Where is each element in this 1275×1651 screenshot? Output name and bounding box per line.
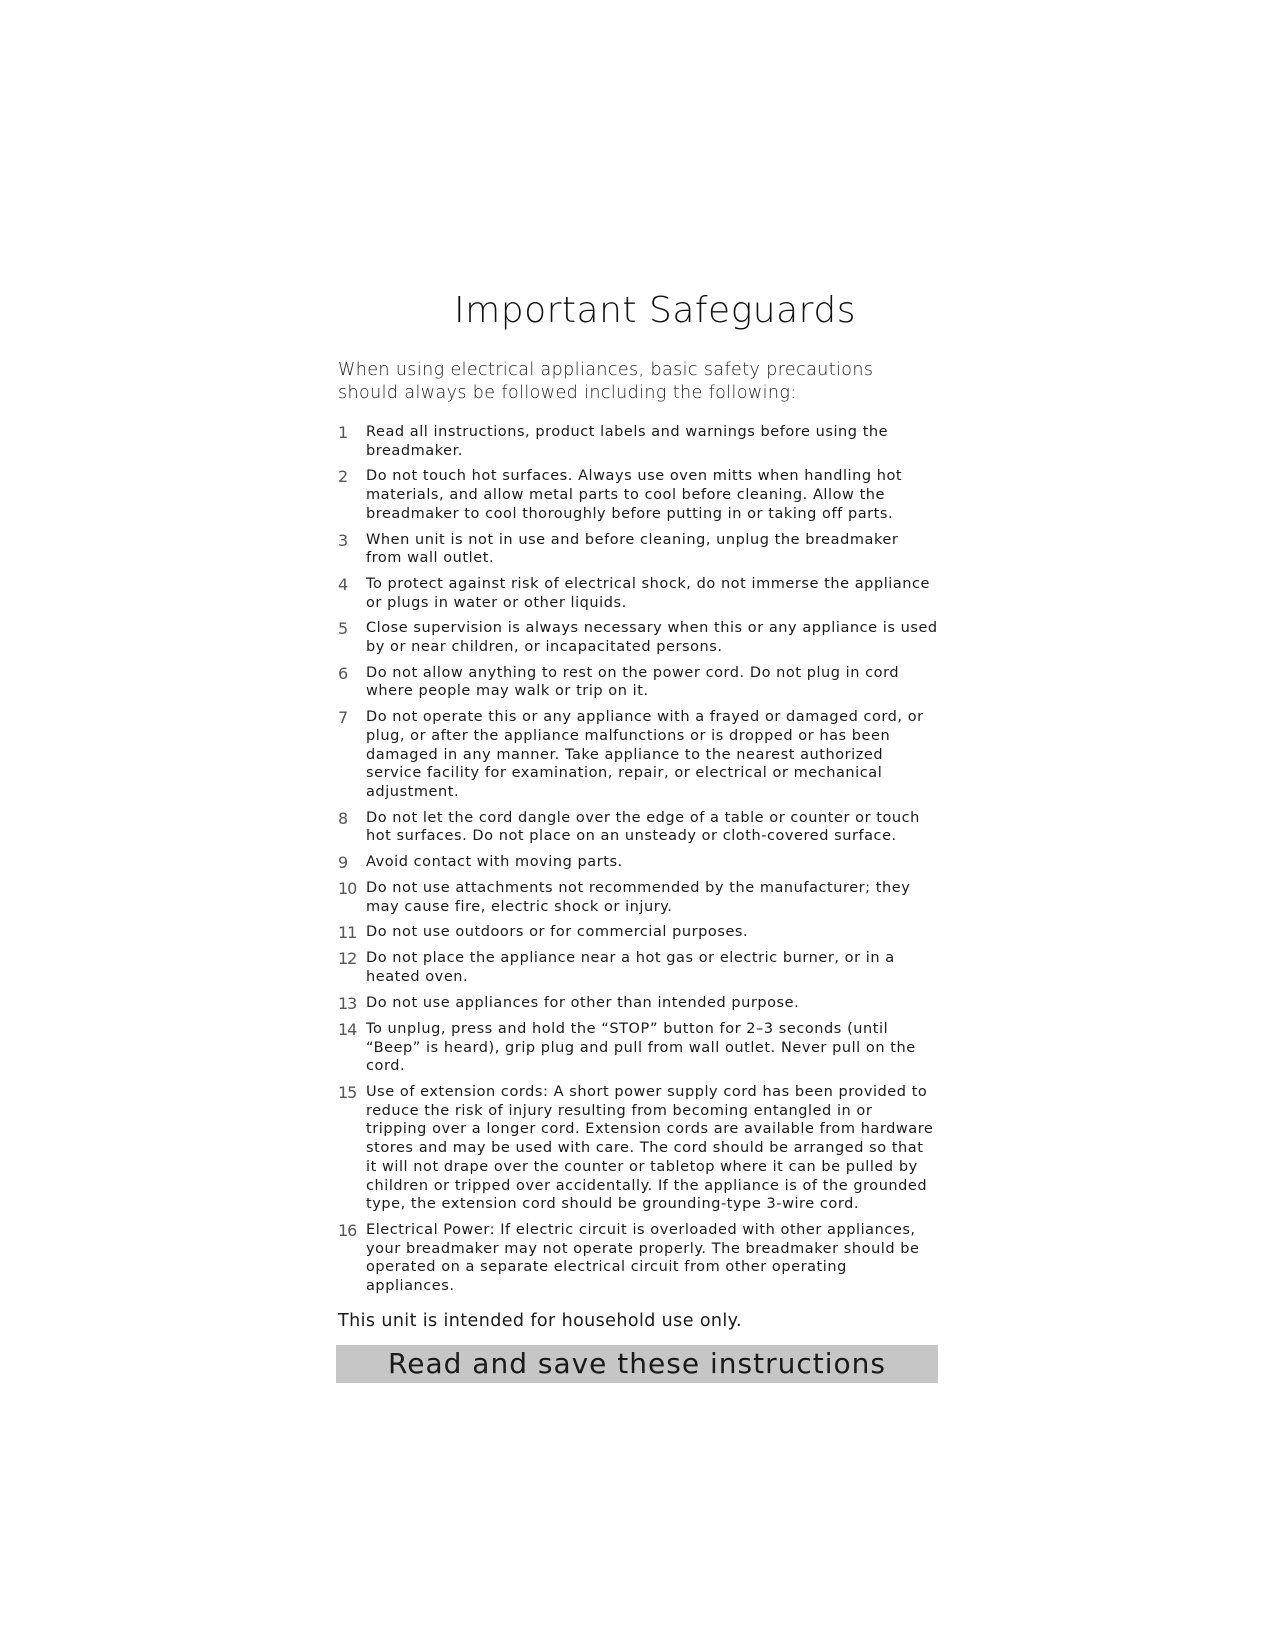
safeguard-number: 5 [338, 619, 348, 639]
safeguard-number: 8 [338, 808, 348, 828]
safeguard-number: 9 [338, 853, 348, 873]
safeguard-item [338, 467, 938, 523]
safeguard-number: 3 [338, 530, 348, 550]
safeguard-item [338, 531, 938, 568]
safeguard-text: Do not operate this or any appliance with a frayed or damaged cord, or plug, or after the appliance malfunctions or is dropped or has been damaged in any manner. Take appliance to the nearest authorized service facility for examination, repair, or electrical or mechanical adjustment. [366, 709, 924, 800]
household-use-note: This unit is intended for household use only. [338, 1310, 742, 1331]
safeguard-number: 7 [338, 708, 348, 728]
safeguard-item [338, 575, 938, 612]
safeguard-item [338, 923, 938, 942]
safeguard-text: Avoid contact with moving parts. [366, 854, 623, 871]
safeguard-number: 14 [338, 1019, 357, 1039]
safeguard-item [338, 879, 938, 916]
safeguard-text: Do not allow anything to rest on the power cord. Do not plug in cord where people may walk or trip on it. [366, 664, 900, 700]
safeguard-text: To unplug, press and hold the “STOP” button for 2–3 seconds (until “Beep” is heard), grip plug and pull from wall outlet. Never pull on the cord. [366, 1020, 916, 1075]
safeguard-number: 13 [338, 993, 357, 1013]
safeguard-item [338, 1221, 938, 1296]
safeguard-item [338, 949, 938, 986]
safeguard-text: Electrical Power: If electric circuit is overloaded with other appliances, your breadmaker may not operate properly. The breadmaker should be operated on a separate electrical circuit from other operating appliances. [366, 1221, 920, 1295]
safeguard-text: Use of extension cords: A short power supply cord has been provided to reduce the risk of injury resulting from becoming entangled in or tripping over a longer cord. Extension cords are available from hardware stores and may be used with care. The cord should be arranged so that it will not drape over the counter or tabletop where it can be pulled by children or tripped over accidentally. If the appliance is of the grounded type, the extension cord should be grounding-type 3-wire cord. [366, 1083, 934, 1213]
safeguard-item [338, 423, 938, 460]
safeguard-text: Do not use appliances for other than intended purpose. [366, 994, 800, 1011]
safeguard-item [338, 994, 938, 1013]
safeguard-text: Do not use outdoors or for commercial purposes. [366, 924, 749, 941]
safeguard-text: Close supervision is always necessary when this or any appliance is used by or near children, or incapacitated persons. [366, 620, 938, 656]
safeguard-number: 12 [338, 949, 357, 969]
safeguard-text: Read all instructions, product labels and warnings before using the breadmaker. [366, 424, 889, 459]
safeguard-item [338, 619, 938, 656]
safeguard-list [338, 423, 938, 1296]
save-instructions-banner: Read and save these instructions [336, 1345, 938, 1383]
safeguard-number: 2 [338, 467, 348, 487]
safeguard-number: 1 [338, 423, 348, 442]
safeguard-text: To protect against risk of electrical shock, do not immerse the appliance or plugs in water or other liquids. [366, 575, 931, 611]
safeguard-text: Do not use attachments not recommended by the manufacturer; they may cause fire, electric shock or injury. [366, 880, 911, 915]
safeguard-text: When unit is not in use and before cleaning, unplug the breadmaker from wall outlet. [366, 531, 899, 567]
safeguard-number: 15 [338, 1082, 357, 1102]
safeguard-item [338, 664, 938, 701]
safeguard-item [338, 1020, 938, 1076]
safeguard-number: 16 [338, 1220, 357, 1240]
safeguard-item [338, 809, 938, 846]
safeguard-number: 4 [338, 574, 348, 594]
safeguard-item [338, 708, 938, 802]
safeguard-item [338, 1083, 938, 1214]
safeguards-page [338, 290, 938, 1383]
safeguard-number: 10 [338, 879, 357, 899]
intro-paragraph: When using electrical appliances, basic safety precautions should always be followed including the following: [338, 360, 874, 403]
safeguard-text: Do not touch hot surfaces. Always use oven mitts when handling hot materials, and allow metal parts to cool before cleaning. Allow the breadmaker to cool thoroughly before putting in or taking off parts. [366, 468, 903, 522]
page-title: Important Safeguards [454, 290, 856, 331]
safeguard-item [338, 853, 938, 872]
safeguard-number: 6 [338, 663, 348, 683]
safeguard-number: 11 [338, 923, 357, 943]
safeguard-text: Do not let the cord dangle over the edge of a table or counter or touch hot surfaces. Do not place on an unsteady or cloth-covered surface. [366, 809, 920, 845]
safeguard-text: Do not place the appliance near a hot gas or electric burner, or in a heated oven. [366, 950, 895, 986]
